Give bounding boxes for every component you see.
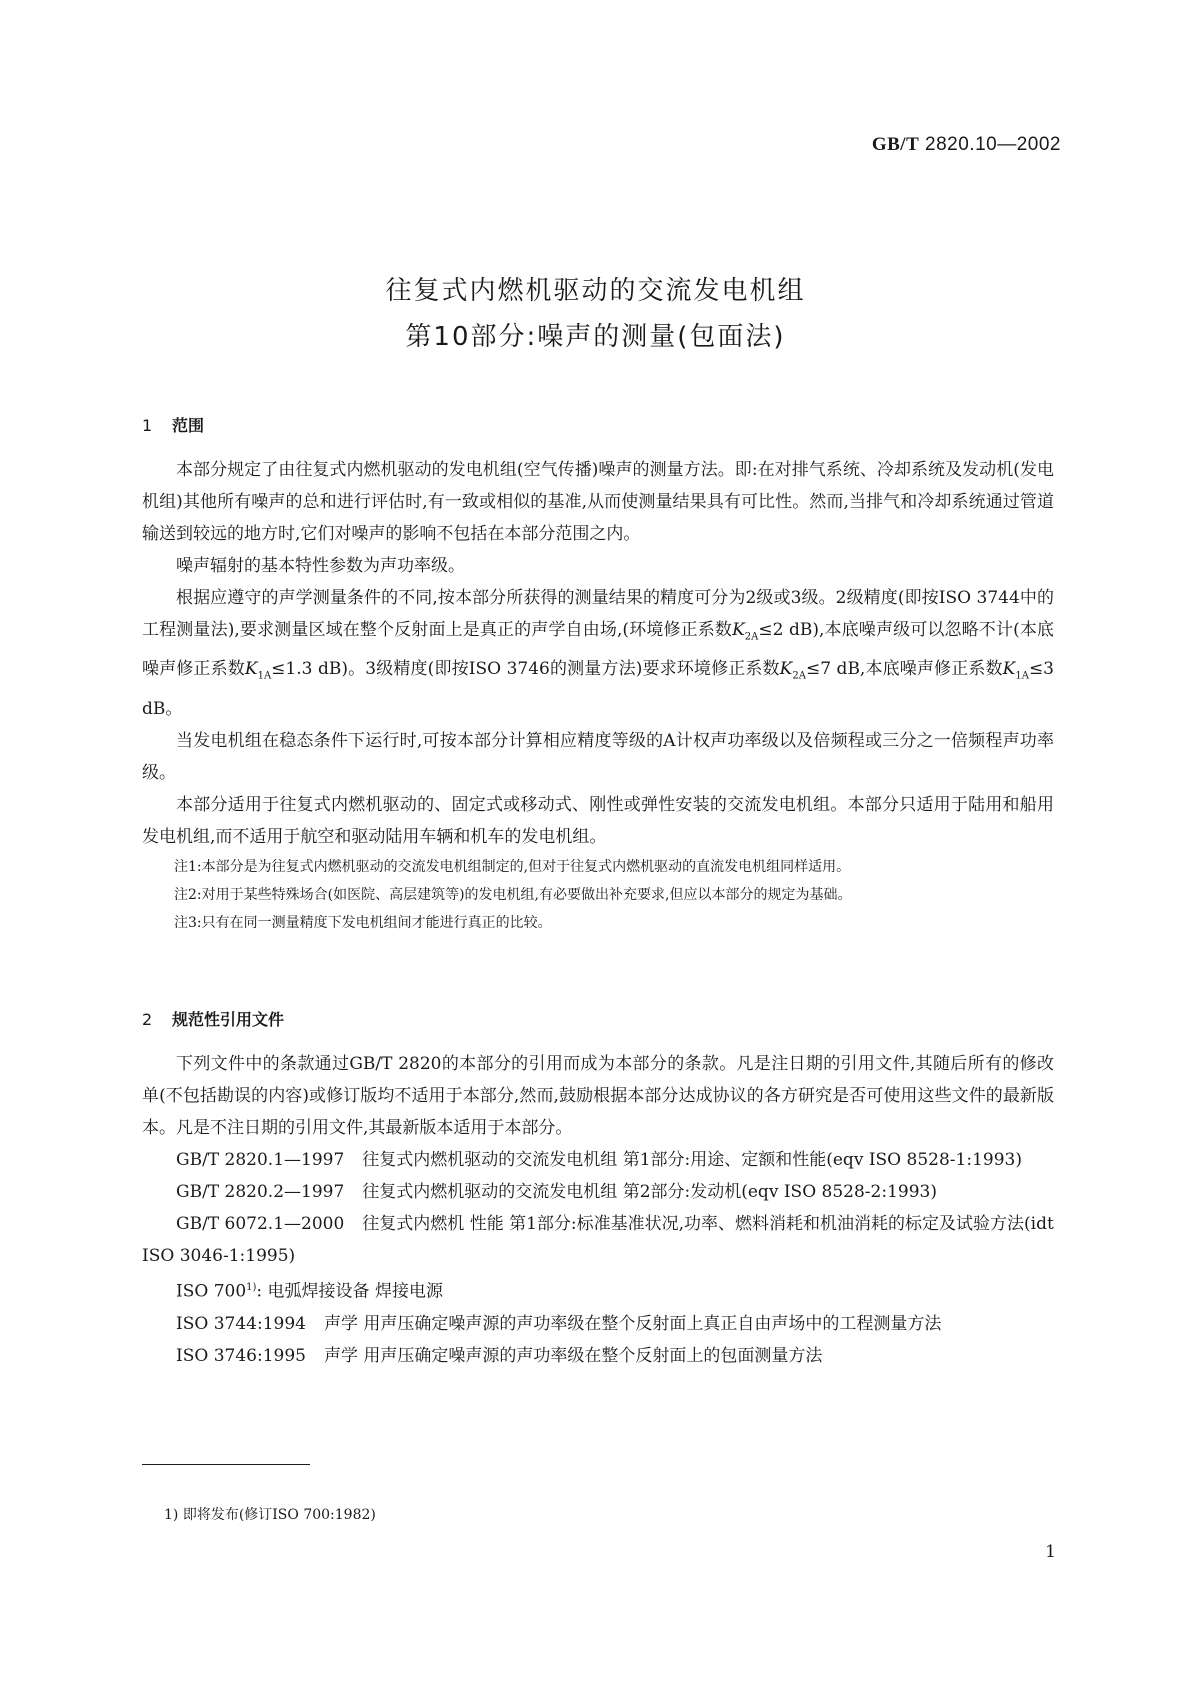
reference-code: ISO 3744:1994 [176,1313,306,1334]
reference-title: 声学 用声压确定噪声源的声功率级在整个反射面上真正自由声场中的工程测量方法 [323,1313,942,1334]
section-title: 范围 [172,416,205,435]
standard-number [872,134,1061,156]
paragraph: 噪声辐射的基本特性参数为声功率级。 [176,556,465,576]
section-number: 2 [142,1010,153,1029]
reference-title: 声学 用声压确定噪声源的声功率级在整个反射面上的包面测量方法 [323,1345,823,1366]
section-heading [142,412,1054,440]
page-number: 1 [1045,1542,1056,1562]
reference-item [142,1176,1054,1208]
paragraph: 本部分适用于往复式内燃机驱动的、固定式或移动式、刚性或弹性安装的交流发电机组。本部分只适用于陆用和船用发电机组,而不适用于航空和驱动陆用车辆和机车的发电机组。 [142,794,1054,847]
note: 注2:对用于某些特殊场合(如医院、高层建筑等)的发电机组,有必要做出补充要求,但应以本部分的规定为基础。 [174,886,852,903]
reference-item [142,1208,1054,1272]
title-line-1: 往复式内燃机驱动的交流发电机组 [385,276,806,306]
title-line-2: 第10部分:噪声的测量(包面法) [405,322,786,352]
reference-item [142,1144,1054,1176]
standard-prefix: GB/T [871,134,920,155]
reference-title: : 电弧焊接设备 焊接电源 [256,1281,443,1302]
reference-code: ISO 700 [176,1281,247,1302]
note: 注1:本部分是为往复式内燃机驱动的交流发电机组制定的,但对于往复式内燃机驱动的直流发电机组同样适用。 [174,858,851,875]
reference-title: 往复式内燃机 性能 第1部分:标准基准状况,功率、燃料消耗和机油消耗的标定及试验方法(idt ISO 3046-1:1995) [142,1214,1054,1266]
paragraph-precision: 根据应遵守的声学测量条件的不同,按本部分所获得的测量结果的精度可分为2级或3级。2级精度(即按ISO 3744中的工程测量法),要求测量区域在整个反射面上是真正的声学自由场,(环境修正系数$K_{2A}\le 2$ dB),本底噪声级可以忽略不计(本底噪声修正系数$K_{1A}\le 1.3$ dB)。3级精度(即按ISO 3746的测量方法)要求环境修正系数$K_{2A}\le 7$ dB,本底噪声修正系数$K_{1A}\le 3$ dB。 [142,588,1054,719]
reference-item [142,1308,1054,1340]
reference-title: 往复式内燃机驱动的交流发电机组 第2部分:发动机(eqv ISO 8528-2:1993) [362,1182,937,1202]
footnote-marker: 1) [246,1282,257,1293]
footnote-divider [142,1464,310,1465]
section-scope [142,412,1054,937]
reference-code: ISO 3746:1995 [176,1345,306,1366]
note: 注3:只有在同一测量精度下发电机组间才能进行真正的比较。 [174,914,552,931]
section-title: 规范性引用文件 [172,1010,285,1029]
section-normative-references [142,1006,1054,1372]
reference-item [142,1340,1054,1372]
reference-item [142,1272,1054,1308]
reference-code: GB/T 2820.1—1997 [176,1150,345,1170]
section-number: 1 [142,416,153,435]
reference-code: GB/T 6072.1—2000 [176,1214,345,1234]
paragraph: 本部分规定了由往复式内燃机驱动的发电机组(空气传播)噪声的测量方法。即:在对排气系统、冷却系统及发动机(发电机组)其他所有噪声的总和进行评估时,有一致或相似的基准,从而使测量结果具有可比性。然而,当排气和冷却系统通过管道输送到较远的地方时,它们对噪声的影响不包括在本部分范围之内。 [142,460,1054,544]
section-heading [142,1006,1054,1034]
standard-code: 2820.10—2002 [919,134,1061,155]
footnote: 1) 即将发布(修订ISO 700:1982) [164,1507,376,1523]
document-title [0,268,1191,360]
reference-title: 往复式内燃机驱动的交流发电机组 第1部分:用途、定额和性能(eqv ISO 8528-1:1993) [362,1150,1022,1170]
reference-code: GB/T 2820.2—1997 [176,1182,345,1202]
paragraph: 当发电机组在稳态条件下运行时,可按本部分计算相应精度等级的A计权声功率级以及倍频程或三分之一倍频程声功率级。 [142,730,1054,783]
paragraph: 下列文件中的条款通过GB/T 2820的本部分的引用而成为本部分的条款。凡是注日期的引用文件,其随后所有的修改单(不包括勘误的内容)或修订版均不适用于本部分,然而,鼓励根据本部分达成协议的各方研究是否可使用这些文件的最新版本。凡是不注日期的引用文件,其最新版本适用于本部分。 [142,1054,1054,1138]
